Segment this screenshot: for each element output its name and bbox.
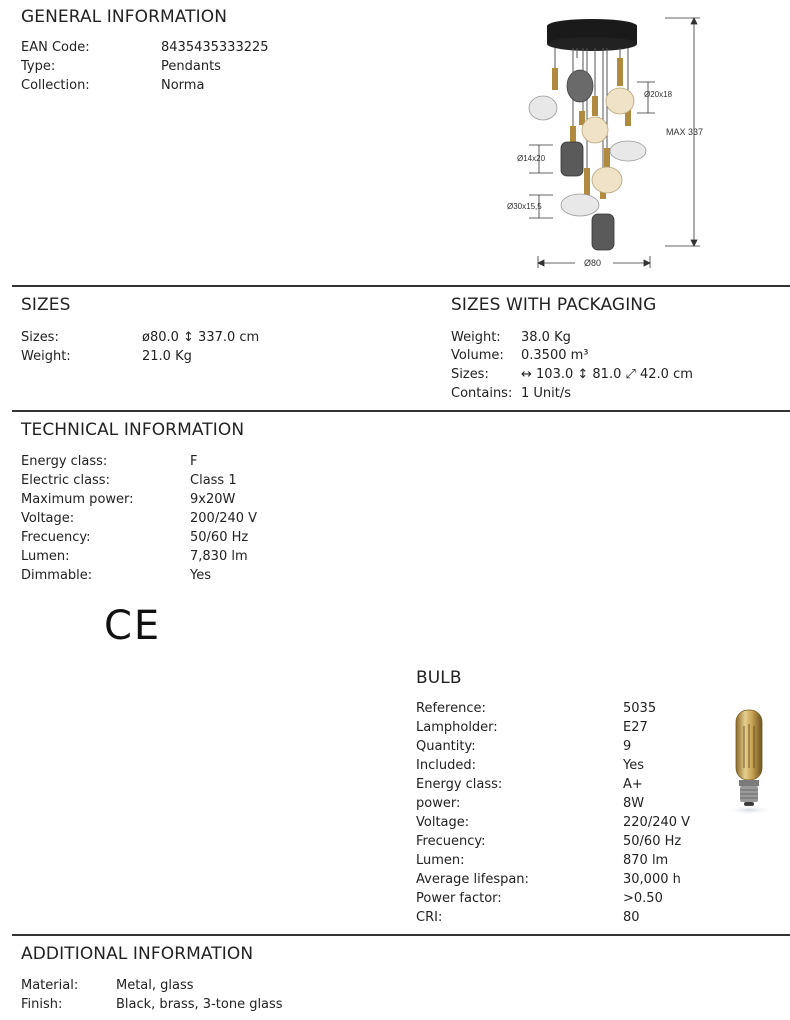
row-value: 80 <box>623 910 640 925</box>
bulb-row <box>416 756 716 775</box>
row-value: ↔ 103.0 ↕ 81.0 ⤢ 42.0 cm <box>521 367 693 382</box>
general-row-ean <box>21 38 321 57</box>
packaging-title: SIZES WITH PACKAGING <box>451 295 657 315</box>
row-value: 220/240 V <box>623 815 691 830</box>
row-value: 8435435333225 <box>161 40 269 55</box>
row-label: Lumen: <box>21 549 70 564</box>
shade-mid-label: Ø14x20 <box>517 154 546 163</box>
bulb-base <box>740 786 758 806</box>
technical-row <box>21 452 341 471</box>
row-label: Finish: <box>21 997 63 1012</box>
amber-shade-3 <box>592 167 622 193</box>
row-value: Yes <box>623 758 644 773</box>
row-label: Weight: <box>451 330 501 345</box>
technical-row <box>21 547 341 566</box>
row-label: Energy class: <box>21 454 108 469</box>
bulb-row <box>416 851 716 870</box>
additional-row-material <box>21 976 421 995</box>
row-value: 200/240 V <box>190 511 258 526</box>
technical-row <box>21 509 341 528</box>
row-value: 50/60 Hz <box>623 834 682 849</box>
divider <box>12 410 790 412</box>
row-value: 7,830 lm <box>190 549 248 564</box>
amber-shade-1 <box>606 88 634 114</box>
row-label: Quantity: <box>416 739 476 754</box>
row-value: Black, brass, 3-tone glass <box>116 997 283 1012</box>
bulb-row <box>416 699 716 718</box>
row-value: 870 lm <box>623 853 669 868</box>
row-value: Pendants <box>161 59 221 74</box>
row-label: Average lifespan: <box>416 872 529 887</box>
sizes-row-sizes <box>21 328 341 347</box>
row-label: Volume: <box>451 348 504 363</box>
sizes-title: SIZES <box>21 295 71 315</box>
row-label: CRI: <box>416 910 443 925</box>
general-row-type <box>21 57 321 76</box>
shade-top-label: Ø20x18 <box>644 90 673 99</box>
bulb-reflection <box>725 805 773 815</box>
technical-row <box>21 566 341 585</box>
technical-title: TECHNICAL INFORMATION <box>21 420 245 440</box>
shade-bottom-label: Ø30x15,5 <box>507 202 542 211</box>
general-row-collection <box>21 76 321 95</box>
technical-row <box>21 471 341 490</box>
smoke-shade-3 <box>592 214 614 250</box>
row-value: 9x20W <box>190 492 236 507</box>
divider <box>12 934 790 936</box>
general-title: GENERAL INFORMATION <box>21 7 228 27</box>
sizes-row-weight <box>21 347 341 366</box>
clear-shade-1 <box>529 96 557 120</box>
packaging-row-contains <box>451 384 771 403</box>
canopy-base <box>547 37 637 51</box>
bulb-row <box>416 794 716 813</box>
bulb-row <box>416 908 716 927</box>
row-label: Dimmable: <box>21 568 93 583</box>
bulb-row <box>416 718 716 737</box>
row-value: ø80.0 ↕ 337.0 cm <box>142 330 260 345</box>
row-value: Norma <box>161 78 205 93</box>
row-label: Included: <box>416 758 476 773</box>
bulb-row <box>416 737 716 756</box>
packaging-row-volume <box>451 346 771 365</box>
row-value: Metal, glass <box>116 978 194 993</box>
row-value: 30,000 h <box>623 872 681 887</box>
bulb-row <box>416 775 716 794</box>
packaging-row-weight <box>451 328 771 347</box>
row-value: >0.50 <box>623 891 663 906</box>
row-label: Collection: <box>21 78 90 93</box>
row-value: 38.0 Kg <box>521 330 571 345</box>
clear-shade-3 <box>561 194 599 216</box>
technical-row <box>21 490 341 509</box>
smoke-shade-2 <box>561 142 583 176</box>
row-label: Material: <box>21 978 79 993</box>
row-label: Type: <box>21 59 56 74</box>
technical-row <box>21 528 341 547</box>
row-value: A+ <box>623 777 643 792</box>
row-label: Lampholder: <box>416 720 498 735</box>
row-value: 0.3500 m³ <box>521 348 589 363</box>
row-value: E27 <box>623 720 648 735</box>
canopy-width-label: Ø80 <box>584 258 602 268</box>
ce-mark-icon: CE <box>104 603 162 649</box>
bulb-row <box>416 813 716 832</box>
row-value: Class 1 <box>190 473 237 488</box>
row-value: 21.0 Kg <box>142 349 192 364</box>
packaging-row-sizes <box>451 365 771 384</box>
amber-shade-2 <box>582 117 608 143</box>
product-dimension-drawing <box>495 8 735 273</box>
row-label: Sizes: <box>21 330 59 345</box>
row-value: Yes <box>190 568 211 583</box>
row-label: EAN Code: <box>21 40 90 55</box>
row-label: Weight: <box>21 349 71 364</box>
row-label: Lumen: <box>416 853 465 868</box>
row-label: power: <box>416 796 461 811</box>
bulb-row <box>416 832 716 851</box>
row-value: 9 <box>623 739 632 754</box>
row-value: F <box>190 454 198 469</box>
additional-title: ADDITIONAL INFORMATION <box>21 944 254 964</box>
row-value: 8W <box>623 796 645 811</box>
row-value: 50/60 Hz <box>190 530 249 545</box>
clear-shade-2 <box>610 141 646 161</box>
row-value: 5035 <box>623 701 657 716</box>
row-label: Frecuency: <box>21 530 91 545</box>
bulb-row <box>416 870 716 889</box>
row-label: Reference: <box>416 701 486 716</box>
smoke-shade-1 <box>567 70 593 102</box>
bulb-row <box>416 889 716 908</box>
row-label: Frecuency: <box>416 834 486 849</box>
additional-row-finish <box>21 995 421 1014</box>
max-height-label: MAX 337 <box>666 127 704 137</box>
bulb-image <box>722 706 782 818</box>
row-label: Contains: <box>451 386 513 401</box>
row-label: Sizes: <box>451 367 489 382</box>
row-label: Energy class: <box>416 777 503 792</box>
row-label: Maximum power: <box>21 492 134 507</box>
bulb-title: BULB <box>416 668 462 688</box>
row-value: 1 Unit/s <box>521 386 572 401</box>
row-label: Electric class: <box>21 473 110 488</box>
bulb-collar <box>739 780 759 786</box>
row-label: Voltage: <box>21 511 75 526</box>
divider <box>12 285 790 287</box>
row-label: Power factor: <box>416 891 502 906</box>
row-label: Voltage: <box>416 815 470 830</box>
